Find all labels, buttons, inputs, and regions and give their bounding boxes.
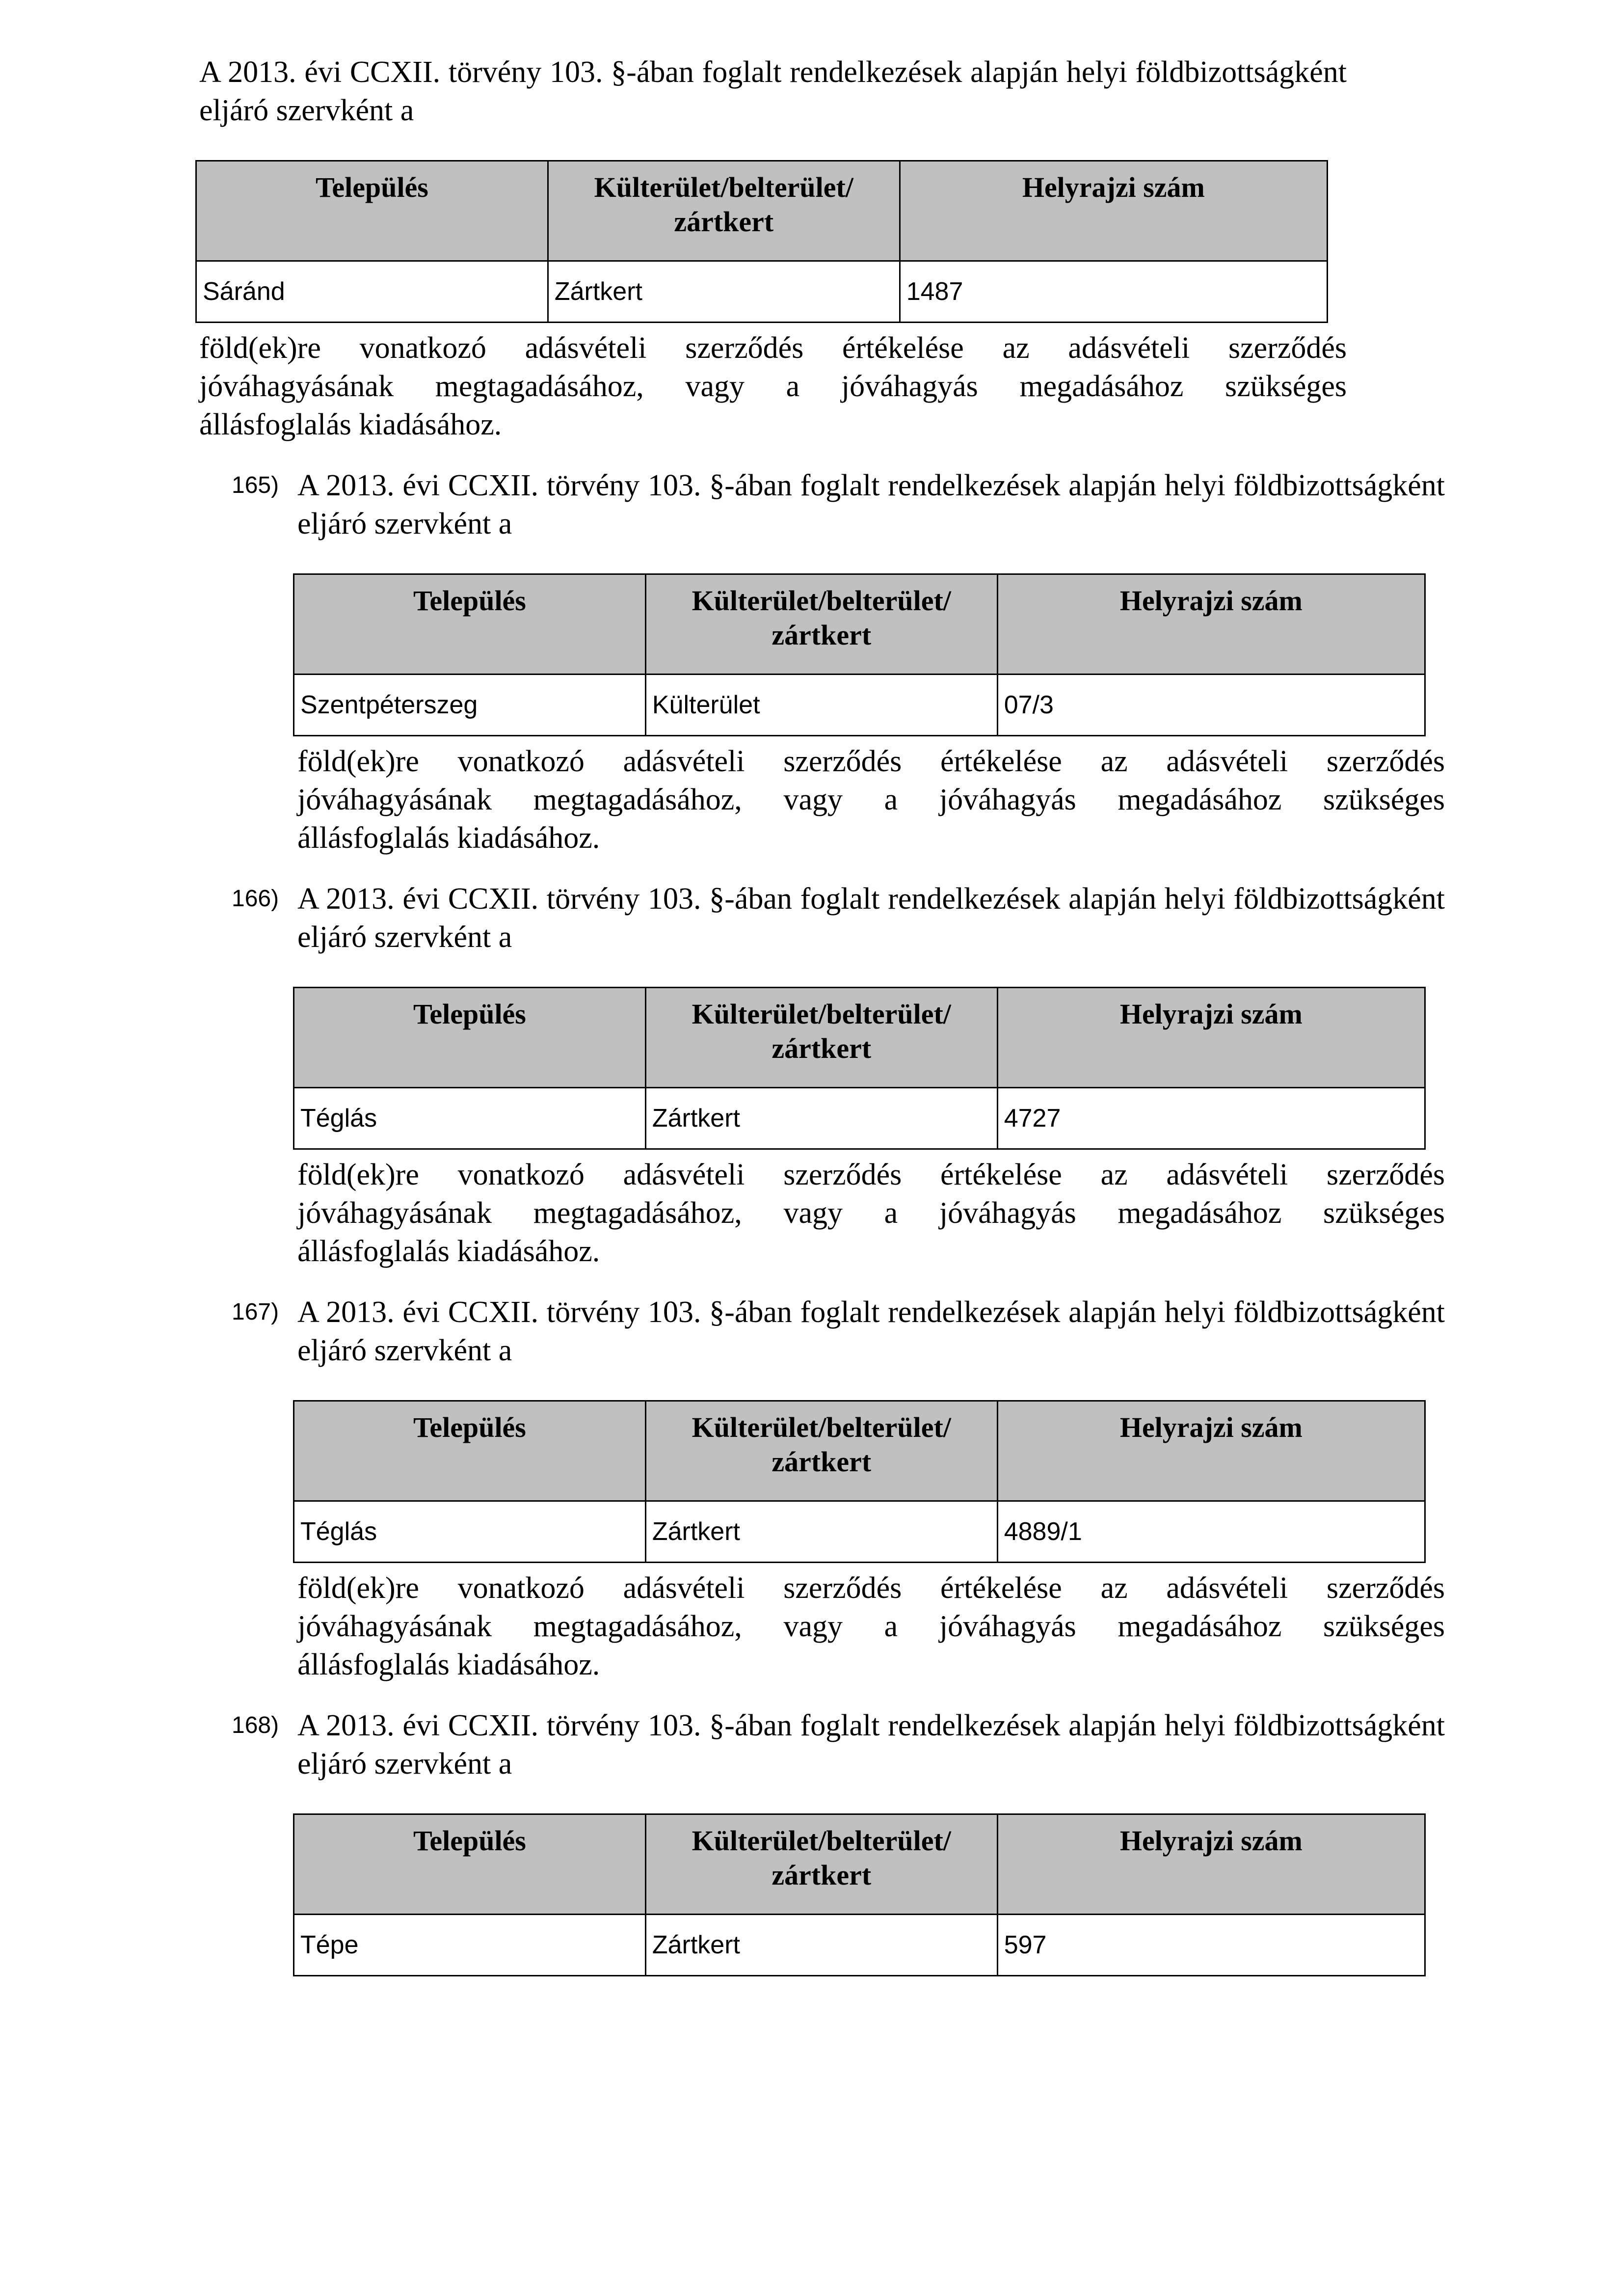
header-hrsz: Helyrajzi szám	[900, 161, 1327, 261]
closing-text	[297, 742, 1445, 857]
table-row	[294, 1088, 1425, 1149]
closing-line-2: jóváhagyásának megtagadásához, vagy a jóváhagyás megadásához szükséges	[199, 370, 1347, 403]
cell-telepules: Tépe	[294, 1915, 646, 1976]
item-number: 166)	[232, 886, 279, 912]
item-number: 167)	[232, 1299, 279, 1325]
land-table-wrapper	[195, 160, 1328, 323]
table-header-row	[294, 988, 1425, 1088]
header-terulet-line1: Külterület/belterület/	[692, 1825, 951, 1857]
closing-line-3: állásfoglalás kiadásához.	[297, 1648, 600, 1681]
header-hrsz: Helyrajzi szám	[997, 1401, 1425, 1501]
header-terulet-line1: Külterület/belterület/	[692, 998, 951, 1030]
land-table-wrapper	[293, 1813, 1426, 1976]
table-row	[294, 1915, 1425, 1976]
header-telepules: Település	[294, 574, 646, 675]
table-header-row	[294, 1401, 1425, 1501]
cell-hrsz: 4727	[997, 1088, 1425, 1149]
item-block	[297, 880, 1445, 956]
cell-terulet: Zártkert	[548, 261, 900, 323]
closing-line-2: jóváhagyásának megtagadásához, vagy a jóváhagyás megadásához szükséges	[297, 1610, 1445, 1643]
item-block	[199, 53, 1347, 130]
closing-text	[297, 1156, 1445, 1270]
table-row	[294, 675, 1425, 736]
land-table	[293, 1400, 1426, 1563]
item-block	[297, 1293, 1445, 1370]
table-row	[196, 261, 1328, 323]
cell-telepules: Téglás	[294, 1088, 646, 1149]
land-table	[293, 987, 1426, 1150]
table-header-row	[196, 161, 1328, 261]
item-block	[297, 466, 1445, 543]
header-terulet-line2: zártkert	[772, 1859, 872, 1891]
header-hrsz: Helyrajzi szám	[997, 1814, 1425, 1915]
item-intro: A 2013. évi CCXII. törvény 103. §-ában foglalt rendelkezések alapján helyi földbizottságként eljáró szervként a	[297, 469, 1445, 540]
cell-terulet: Zártkert	[645, 1915, 997, 1976]
item-number: 168)	[232, 1712, 279, 1738]
header-terulet-line2: zártkert	[772, 1032, 872, 1064]
cell-telepules: Szentpéterszeg	[294, 675, 646, 736]
header-terulet	[548, 161, 900, 261]
closing-line-1: föld(ek)re vonatkozó adásvételi szerződés értékelése az adásvételi szerződés	[297, 1158, 1445, 1191]
closing-text	[297, 1569, 1445, 1684]
closing-line-3: állásfoglalás kiadásához.	[297, 1235, 600, 1268]
table-row	[294, 1501, 1425, 1563]
closing-line-3: állásfoglalás kiadásához.	[297, 821, 600, 855]
header-terulet	[645, 574, 997, 675]
header-telepules: Település	[196, 161, 548, 261]
land-table	[293, 573, 1426, 736]
closing-line-2: jóváhagyásának megtagadásához, vagy a jóváhagyás megadásához szükséges	[297, 783, 1445, 816]
item-intro: A 2013. évi CCXII. törvény 103. §-ában foglalt rendelkezések alapján helyi földbizottságként eljáró szervként a	[297, 882, 1445, 954]
table-header-row	[294, 1814, 1425, 1915]
cell-terulet: Zártkert	[645, 1501, 997, 1563]
item-intro: A 2013. évi CCXII. törvény 103. §-ában foglalt rendelkezések alapján helyi földbizottságként eljáró szervként a	[297, 1296, 1445, 1367]
table-header-row	[294, 574, 1425, 675]
header-terulet	[645, 1401, 997, 1501]
cell-hrsz: 1487	[900, 261, 1327, 323]
land-table-wrapper	[293, 987, 1426, 1150]
item-block	[297, 1706, 1445, 1783]
header-telepules: Település	[294, 988, 646, 1088]
header-terulet-line2: zártkert	[772, 1446, 872, 1478]
header-telepules: Település	[294, 1401, 646, 1501]
closing-line-1: föld(ek)re vonatkozó adásvételi szerződés értékelése az adásvételi szerződés	[199, 331, 1347, 365]
closing-line-2: jóváhagyásának megtagadásához, vagy a jóváhagyás megadásához szükséges	[297, 1196, 1445, 1230]
header-hrsz: Helyrajzi szám	[997, 574, 1425, 675]
cell-hrsz: 4889/1	[997, 1501, 1425, 1563]
header-hrsz: Helyrajzi szám	[997, 988, 1425, 1088]
header-terulet-line2: zártkert	[772, 619, 872, 651]
closing-line-1: föld(ek)re vonatkozó adásvételi szerződés értékelése az adásvételi szerződés	[297, 745, 1445, 778]
header-telepules: Település	[294, 1814, 646, 1915]
header-terulet-line1: Külterület/belterület/	[692, 1411, 951, 1443]
header-terulet	[645, 1814, 997, 1915]
closing-text	[199, 329, 1347, 444]
cell-telepules: Téglás	[294, 1501, 646, 1563]
land-table-wrapper	[293, 1400, 1426, 1563]
header-terulet-line1: Külterület/belterület/	[692, 585, 951, 617]
cell-telepules: Sáránd	[196, 261, 548, 323]
header-terulet-line2: zártkert	[674, 206, 774, 238]
cell-hrsz: 597	[997, 1915, 1425, 1976]
land-table	[293, 1813, 1426, 1976]
cell-terulet: Zártkert	[645, 1088, 997, 1149]
cell-hrsz: 07/3	[997, 675, 1425, 736]
item-intro: A 2013. évi CCXII. törvény 103. §-ában foglalt rendelkezések alapján helyi földbizottságként eljáró szervként a	[297, 1709, 1445, 1781]
item-number: 165)	[232, 472, 279, 498]
item-intro: A 2013. évi CCXII. törvény 103. §-ában foglalt rendelkezések alapján helyi földbizottságként eljáró szervként a	[199, 55, 1347, 127]
header-terulet-line1: Külterület/belterület/	[594, 171, 853, 203]
header-terulet	[645, 988, 997, 1088]
closing-line-3: állásfoglalás kiadásához.	[199, 408, 502, 441]
cell-terulet: Külterület	[645, 675, 997, 736]
land-table-wrapper	[293, 573, 1426, 736]
closing-line-1: föld(ek)re vonatkozó adásvételi szerződés értékelése az adásvételi szerződés	[297, 1571, 1445, 1605]
land-table	[195, 160, 1328, 323]
